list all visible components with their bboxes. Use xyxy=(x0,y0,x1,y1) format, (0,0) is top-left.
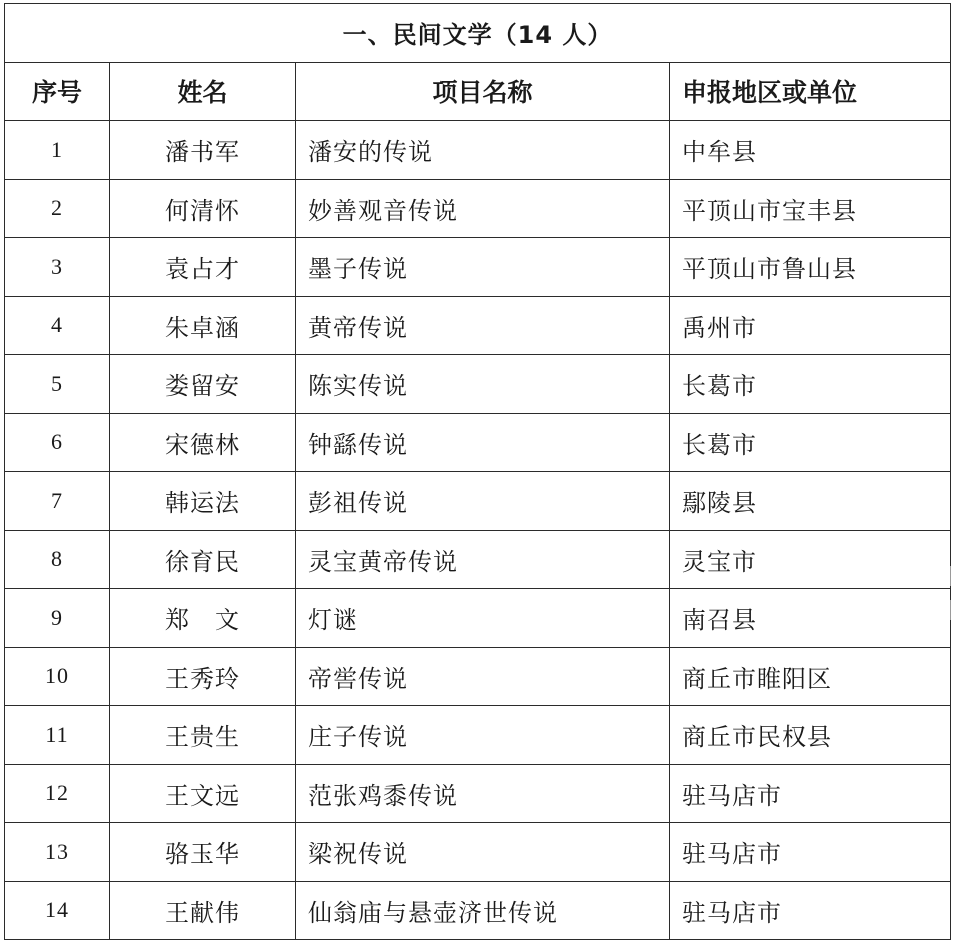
table-row xyxy=(5,823,951,882)
table-row xyxy=(5,413,951,472)
cell-index: 2 xyxy=(5,179,110,238)
table-row xyxy=(5,355,951,414)
table-row xyxy=(5,589,951,648)
section-title: 一、民间文学（14 人） xyxy=(5,4,951,63)
cell-name: 袁占才 xyxy=(110,238,296,297)
cell-region: 驻马店市 xyxy=(670,823,951,882)
cell-name: 宋德林 xyxy=(110,413,296,472)
cell-project: 妙善观音传说 xyxy=(296,179,670,238)
cell-region: 灵宝市 xyxy=(670,530,951,589)
cell-project: 墨子传说 xyxy=(296,238,670,297)
cell-name: 骆玉华 xyxy=(110,823,296,882)
cell-index: 8 xyxy=(5,530,110,589)
cell-index: 4 xyxy=(5,296,110,355)
cell-project: 帝喾传说 xyxy=(296,647,670,706)
cell-index: 1 xyxy=(5,121,110,180)
cell-name: 徐育民 xyxy=(110,530,296,589)
table-row xyxy=(5,881,951,940)
cell-region: 禹州市 xyxy=(670,296,951,355)
table-row xyxy=(5,706,951,765)
cell-region: 平顶山市宝丰县 xyxy=(670,179,951,238)
cell-name: 王献伟 xyxy=(110,881,296,940)
cell-project: 黄帝传说 xyxy=(296,296,670,355)
table-row xyxy=(5,764,951,823)
cell-project: 梁祝传说 xyxy=(296,823,670,882)
cell-project: 庄子传说 xyxy=(296,706,670,765)
cell-region: 商丘市睢阳区 xyxy=(670,647,951,706)
cell-project: 灯谜 xyxy=(296,589,670,648)
cell-project: 陈实传说 xyxy=(296,355,670,414)
cell-index: 9 xyxy=(5,589,110,648)
cell-index: 3 xyxy=(5,238,110,297)
cell-name: 王秀玲 xyxy=(110,647,296,706)
header-project: 项目名称 xyxy=(296,62,670,121)
table-row xyxy=(5,179,951,238)
cell-index: 6 xyxy=(5,413,110,472)
cell-name: 何清怀 xyxy=(110,179,296,238)
page-edge-mark xyxy=(950,566,951,586)
cell-region: 商丘市民权县 xyxy=(670,706,951,765)
cell-region: 中牟县 xyxy=(670,121,951,180)
header-index: 序号 xyxy=(5,62,110,121)
table-row xyxy=(5,472,951,531)
cell-region: 鄢陵县 xyxy=(670,472,951,531)
inheritor-table xyxy=(4,3,951,940)
cell-project: 仙翁庙与悬壶济世传说 xyxy=(296,881,670,940)
section-title-row xyxy=(5,4,951,63)
header-region: 申报地区或单位 xyxy=(670,62,951,121)
cell-index: 13 xyxy=(5,823,110,882)
cell-index: 14 xyxy=(5,881,110,940)
cell-region: 平顶山市鲁山县 xyxy=(670,238,951,297)
table-row xyxy=(5,238,951,297)
cell-index: 10 xyxy=(5,647,110,706)
cell-name: 韩运法 xyxy=(110,472,296,531)
table-row xyxy=(5,121,951,180)
cell-project: 钟繇传说 xyxy=(296,413,670,472)
table-row xyxy=(5,296,951,355)
cell-project: 彭祖传说 xyxy=(296,472,670,531)
cell-project: 潘安的传说 xyxy=(296,121,670,180)
cell-name: 王贵生 xyxy=(110,706,296,765)
page-edge-mark xyxy=(950,600,951,620)
cell-region: 驻马店市 xyxy=(670,764,951,823)
cell-index: 7 xyxy=(5,472,110,531)
cell-index: 11 xyxy=(5,706,110,765)
cell-index: 5 xyxy=(5,355,110,414)
cell-region: 南召县 xyxy=(670,589,951,648)
cell-name: 朱卓涵 xyxy=(110,296,296,355)
cell-region: 长葛市 xyxy=(670,413,951,472)
cell-name: 王文远 xyxy=(110,764,296,823)
cell-region: 驻马店市 xyxy=(670,881,951,940)
cell-project: 灵宝黄帝传说 xyxy=(296,530,670,589)
table-row xyxy=(5,647,951,706)
header-name: 姓名 xyxy=(110,62,296,121)
header-row xyxy=(5,62,951,121)
cell-name: 郑 文 xyxy=(110,589,296,648)
table-body xyxy=(5,4,951,940)
cell-name: 娄留安 xyxy=(110,355,296,414)
cell-project: 范张鸡黍传说 xyxy=(296,764,670,823)
cell-index: 12 xyxy=(5,764,110,823)
table-row xyxy=(5,530,951,589)
cell-region: 长葛市 xyxy=(670,355,951,414)
cell-name: 潘书军 xyxy=(110,121,296,180)
